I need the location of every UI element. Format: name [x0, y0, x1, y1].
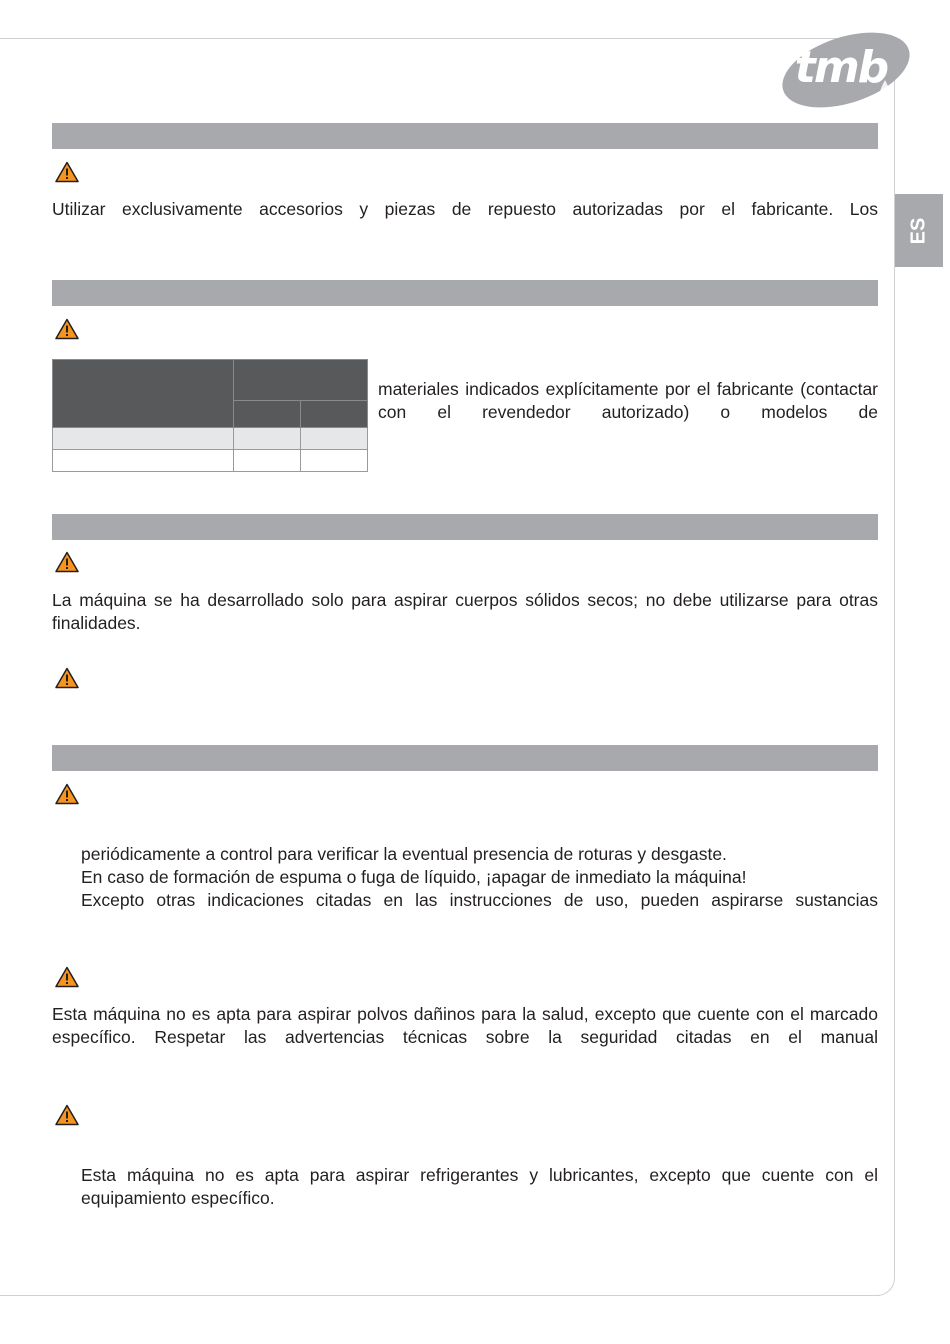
warning-icon [55, 551, 79, 573]
warning-icon [55, 783, 79, 805]
section-bar [52, 280, 878, 306]
page-frame-top-line [0, 38, 880, 39]
side-paragraph: materiales indicados explícitamente por el fabricante (contactar con el revendedor autorizado) o modelos de [378, 379, 878, 422]
section-bar [52, 514, 878, 540]
table-cell [234, 428, 301, 450]
paragraph: La máquina se ha desarrollado solo para aspirar cuerpos sólidos secos; no debe utilizarse para otras finalidades. [52, 590, 878, 633]
table-row [53, 428, 368, 450]
paragraph: Utilizar exclusivamente accesorios y piezas de repuesto autorizadas por el fabricante. Los [52, 199, 878, 219]
table-header-cell [301, 401, 368, 428]
page-frame-bottom-line [0, 1295, 880, 1296]
section-bar [52, 123, 878, 149]
table-cell [53, 450, 234, 472]
table-header-cell [53, 360, 234, 428]
list-line: Excepto otras indicaciones citadas en las instrucciones de uso, pueden aspirarse sustancias [81, 890, 878, 910]
table-header-cell [234, 401, 301, 428]
table-cell [301, 450, 368, 472]
list-line: En caso de formación de espuma o fuga de líquido, ¡apagar de inmediato la máquina! [81, 867, 747, 887]
table-row [53, 450, 368, 472]
warning-icon [55, 966, 79, 988]
table-cell [301, 428, 368, 450]
warning-icon [55, 667, 79, 689]
page-frame-corner [862, 1262, 895, 1296]
list-line: periódicamente a control para verificar la eventual presencia de roturas y desgaste. [81, 844, 727, 864]
language-tab [895, 194, 943, 267]
table-cell [53, 428, 234, 450]
warning-icon [55, 161, 79, 183]
warning-icon [55, 1104, 79, 1126]
logo-text: tmb [794, 42, 888, 93]
warning-icon [55, 318, 79, 340]
paragraph: Esta máquina no es apta para aspirar polvos dañinos para la salud, excepto que cuente con el marcado específico. Respetar las advertencias técnicas sobre la seguridad citadas en el manual [52, 1004, 878, 1047]
table-cell [234, 450, 301, 472]
paragraph: Esta máquina no es apta para aspirar refrigerantes y lubricantes, excepto que cuente con el equipamiento específico. [81, 1165, 878, 1208]
section-bar [52, 745, 878, 771]
spec-table [52, 359, 368, 472]
table-header-cell [234, 360, 368, 401]
language-tab-label: ES [907, 217, 930, 244]
